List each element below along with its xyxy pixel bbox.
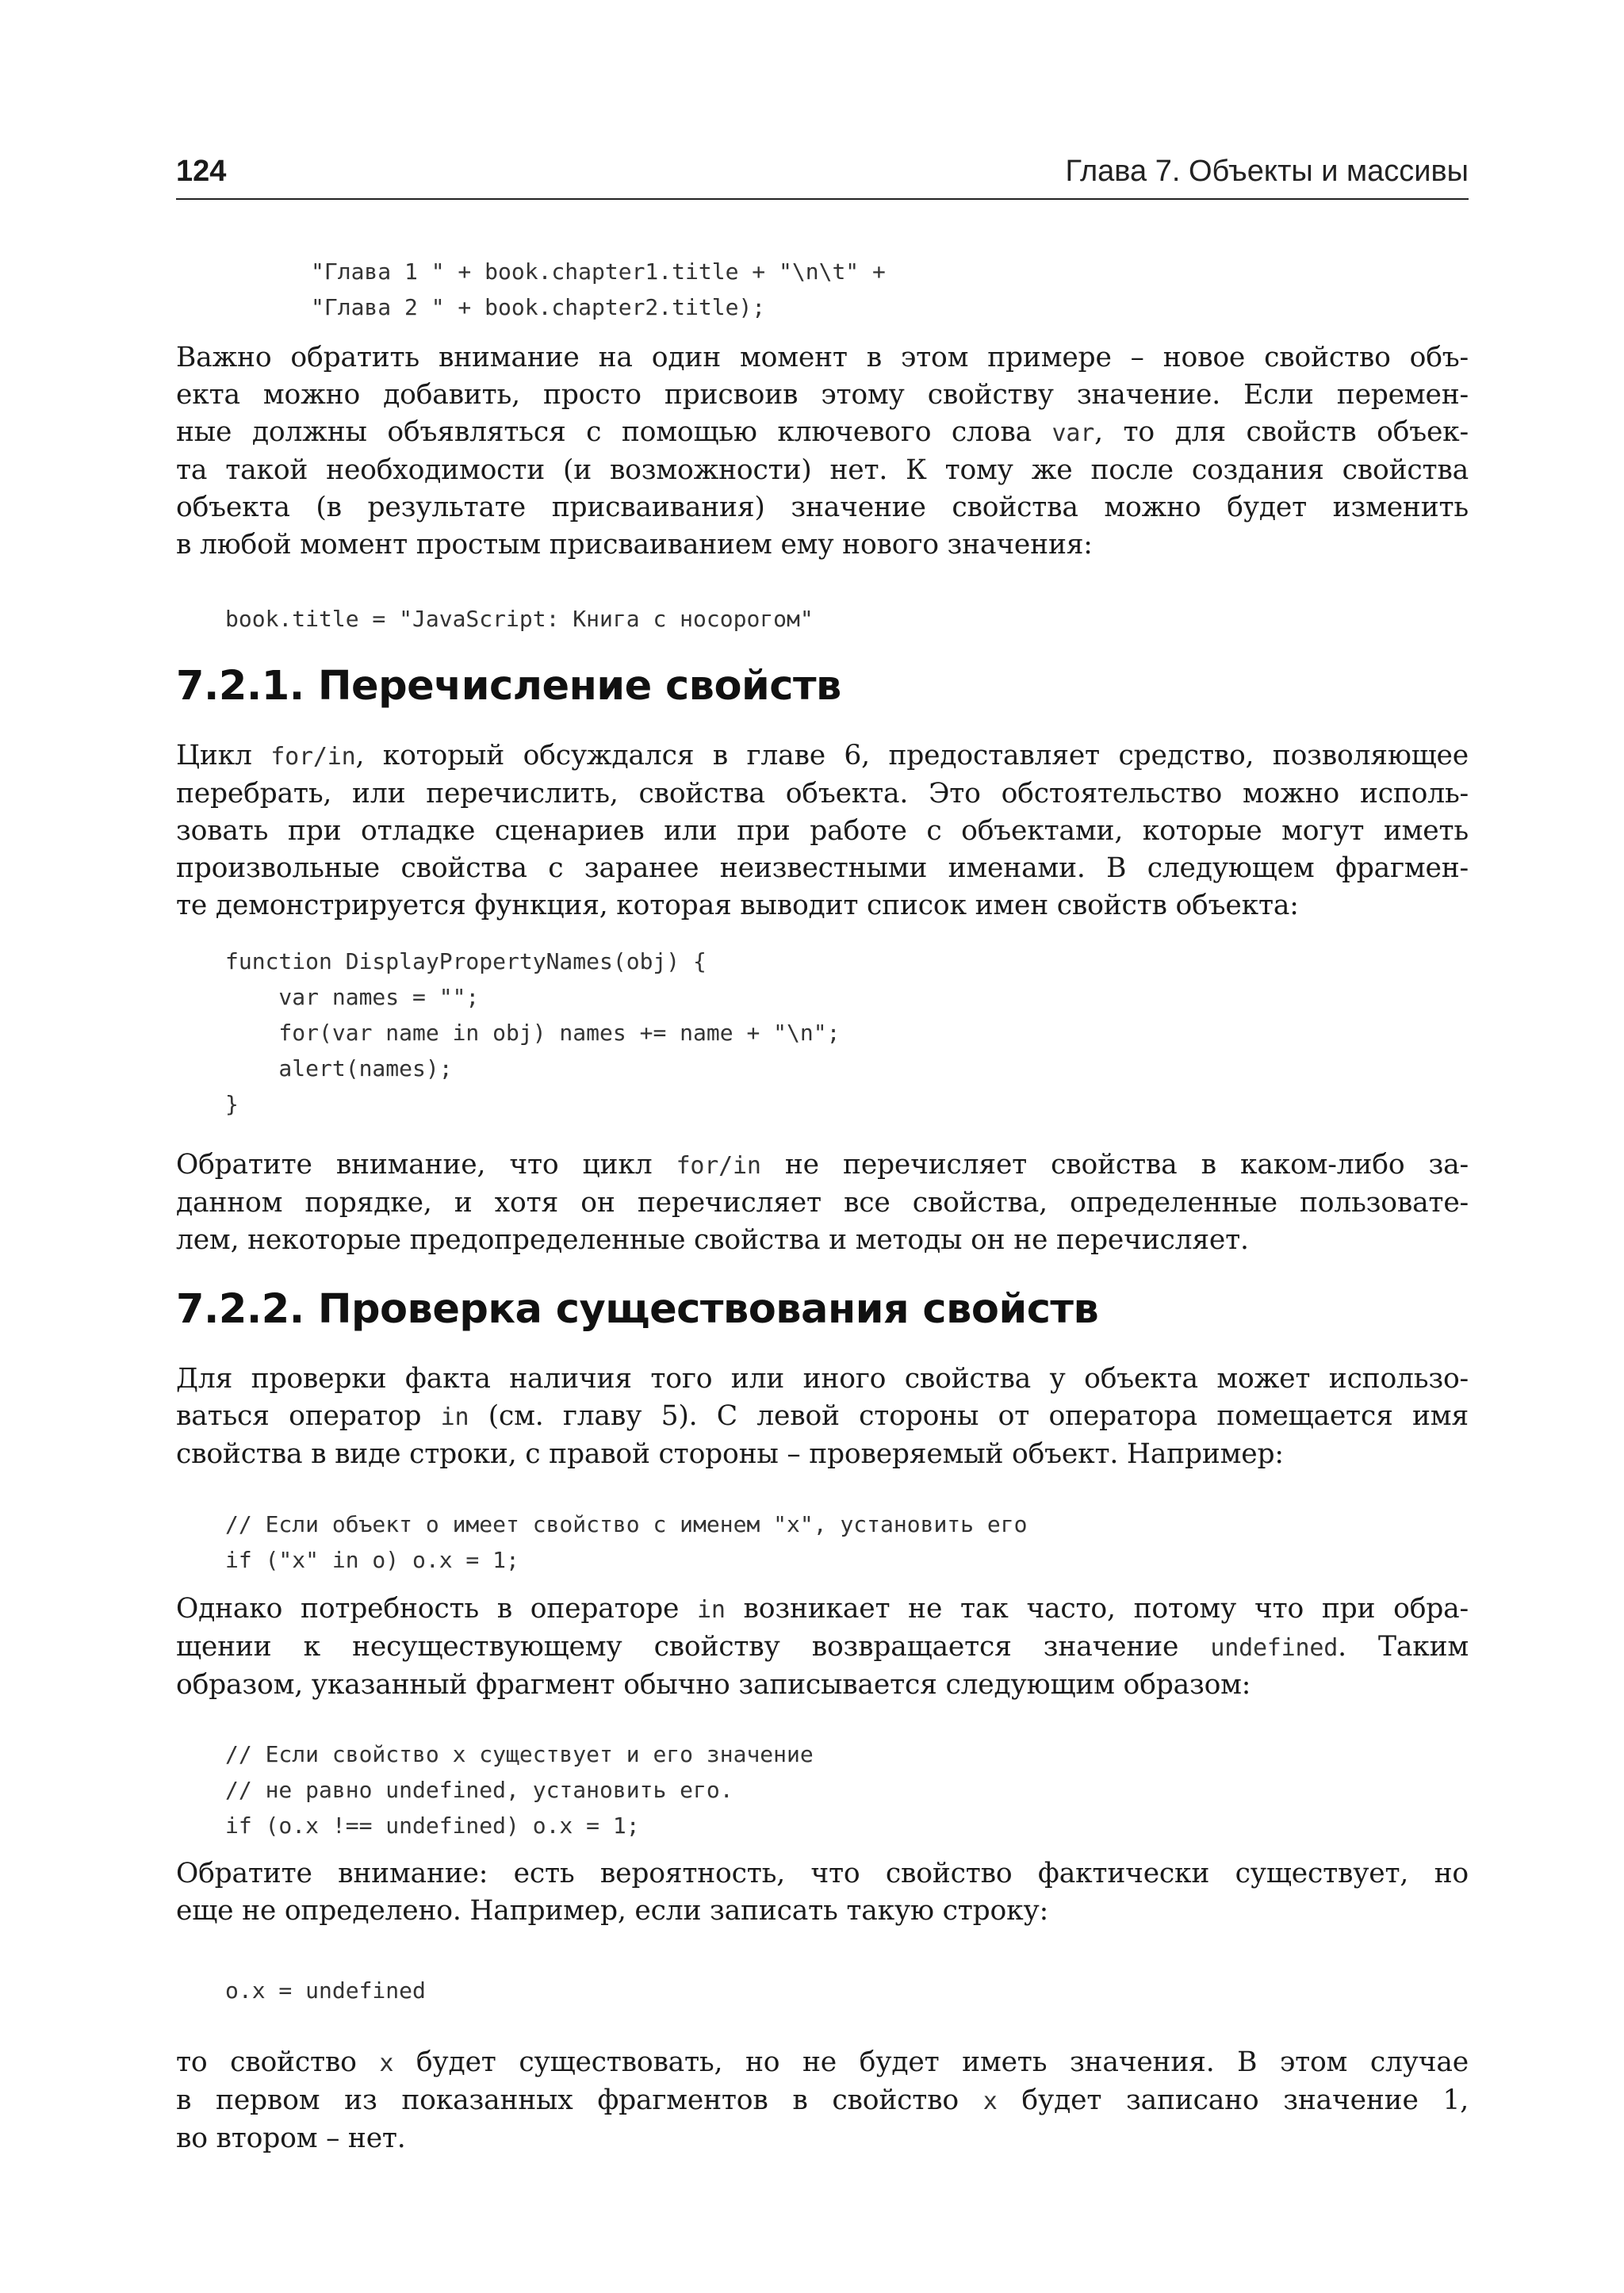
code-line: "Глава 1 " + book.chapter1.title + "\n\t" + (311, 258, 886, 285)
text-segment: возникает не так часто, потому что при обра- (725, 1593, 1469, 1625)
paragraph-4 (176, 1361, 1469, 1473)
inline-code: in (696, 1596, 726, 1624)
code-line: for(var name in obj) names += name + "\n"; (225, 1020, 841, 1046)
inline-code: undefined (1210, 1634, 1339, 1662)
text-line: Для проверки факта наличия того или иного свойства у объекта может использо- (176, 1363, 1469, 1395)
text-line: свойства в виде строки, с правой стороны – проверяемый объект. Например: (176, 1438, 1284, 1470)
text-segment: то свойство (176, 2046, 380, 2078)
code-line: function DisplayPropertyNames(obj) { (225, 948, 707, 974)
text-line (176, 1398, 1469, 1436)
paragraph-1 (176, 339, 1469, 564)
text-segment: (см. главу 5). С левой стороны от оператора помещается имя (469, 1400, 1469, 1432)
text-line: Важно обратить внимание на один момент в этом примере – новое свойство объ- (176, 342, 1469, 373)
paragraph-5 (176, 1591, 1469, 1704)
text-segment: будет существовать, но не будет иметь значения. В этом случае (393, 2046, 1469, 2078)
paragraph-7 (176, 2044, 1469, 2157)
code-line: alert(names); (225, 1055, 453, 1081)
text-segment: ные должны объявляться с помощью ключевого слова (176, 416, 1052, 448)
inline-code: for/in (676, 1152, 761, 1180)
running-title: Глава 7. Объекты и массивы (1065, 155, 1469, 188)
text-segment: в первом из показанных фрагментов в свойство (176, 2084, 983, 2116)
text-line (176, 1591, 1469, 1629)
text-line: перебрать, или перечислить, свойства объекта. Это обстоятельство можно исполь- (176, 778, 1469, 810)
text-line: те демонстрируется функция, которая выводит список имен свойств объекта: (176, 890, 1299, 921)
text-segment: Однако потребность в операторе (176, 1593, 697, 1625)
text-line: зовать при отладке сценариев или при работе с объектами, которые могут иметь (176, 815, 1469, 847)
text-segment: не перечисляет свойства в каком-либо за- (760, 1149, 1469, 1181)
code-line: // Если объект o имеет свойство с именем "x", установить его (225, 1511, 1028, 1537)
page (176, 147, 1469, 2154)
code-block-4 (176, 1506, 1469, 1578)
text-line (176, 2082, 1469, 2120)
text-line (176, 1146, 1469, 1185)
page-header (176, 147, 1469, 200)
inline-code: in (440, 1403, 469, 1431)
text-line: екта можно добавить, просто присвоив этому свойству значение. Если перемен- (176, 379, 1469, 411)
text-line: в любой момент простым присваиванием ему нового значения: (176, 529, 1093, 561)
code-line: "Глава 2 " + book.chapter2.title); (311, 294, 766, 320)
paragraph-6 (176, 1855, 1469, 1930)
inline-code: x (379, 2050, 394, 2077)
text-segment: , который обсуждался в главе 6, предоставляет средство, позволяющее (355, 740, 1469, 771)
code-block-1 (176, 254, 1469, 325)
code-line: // не равно undefined, установить его. (225, 1777, 733, 1803)
code-line: var names = ""; (225, 984, 480, 1010)
section-heading-7-2-2: 7.2.2. Проверка существования свойств (176, 1286, 1099, 1333)
text-line: объекта (в результате присваивания) значение свойства можно будет изменить (176, 492, 1469, 523)
text-segment: Обратите внимание, что цикл (176, 1149, 676, 1181)
text-line: Обратите внимание: есть вероятность, что свойство фактически существует, но (176, 1858, 1469, 1889)
code-block-2 (176, 601, 1469, 637)
code-line: o.x = undefined (225, 1977, 426, 2004)
text-segment: щении к несуществующему свойству возвращается значение (176, 1631, 1211, 1663)
text-line: та такой необходимости (и возможности) нет. К тому же после создания свойства (176, 454, 1469, 486)
inline-code: x (982, 2088, 998, 2115)
text-segment: , то для свойств объек- (1094, 416, 1469, 448)
code-line: if ("x" in o) o.x = 1; (225, 1547, 519, 1573)
text-line: образом, указанный фрагмент обычно записывается следующим образом: (176, 1669, 1251, 1701)
code-line: } (225, 1091, 239, 1117)
text-segment: будет записано значение 1, (997, 2084, 1469, 2116)
code-line: // Если свойство x существует и его значение (225, 1741, 814, 1767)
paragraph-2 (176, 737, 1469, 924)
inline-code: var (1051, 419, 1095, 447)
code-block-6 (176, 1973, 1469, 2008)
text-segment: . Таким (1338, 1631, 1469, 1663)
code-block-5 (176, 1736, 1469, 1843)
page-number: 124 (176, 155, 227, 188)
text-line: данном порядке, и хотя он перечисляет все свойства, определенные пользовате- (176, 1187, 1469, 1219)
text-line (176, 2044, 1469, 2082)
text-line: лем, некоторые предопределенные свойства и методы он не перечисляет. (176, 1224, 1249, 1256)
paragraph-3 (176, 1146, 1469, 1259)
section-heading-7-2-1: 7.2.1. Перечисление свойств (176, 663, 841, 710)
text-line: еще не определено. Например, если записать такую строку: (176, 1895, 1048, 1927)
text-line (176, 1629, 1469, 1667)
text-segment: Цикл (176, 740, 271, 771)
text-line: во втором – нет. (176, 2123, 406, 2154)
code-block-3 (176, 944, 1469, 1122)
text-line: произвольные свойства с заранее неизвестными именами. В следующем фрагмен- (176, 852, 1469, 884)
code-line: if (o.x !== undefined) o.x = 1; (225, 1813, 640, 1839)
text-segment: ваться оператор (176, 1400, 441, 1432)
code-line: book.title = "JavaScript: Книга с носорогом" (225, 606, 814, 632)
inline-code: for/in (270, 743, 356, 771)
text-line (176, 737, 1469, 775)
text-line (176, 414, 1469, 452)
